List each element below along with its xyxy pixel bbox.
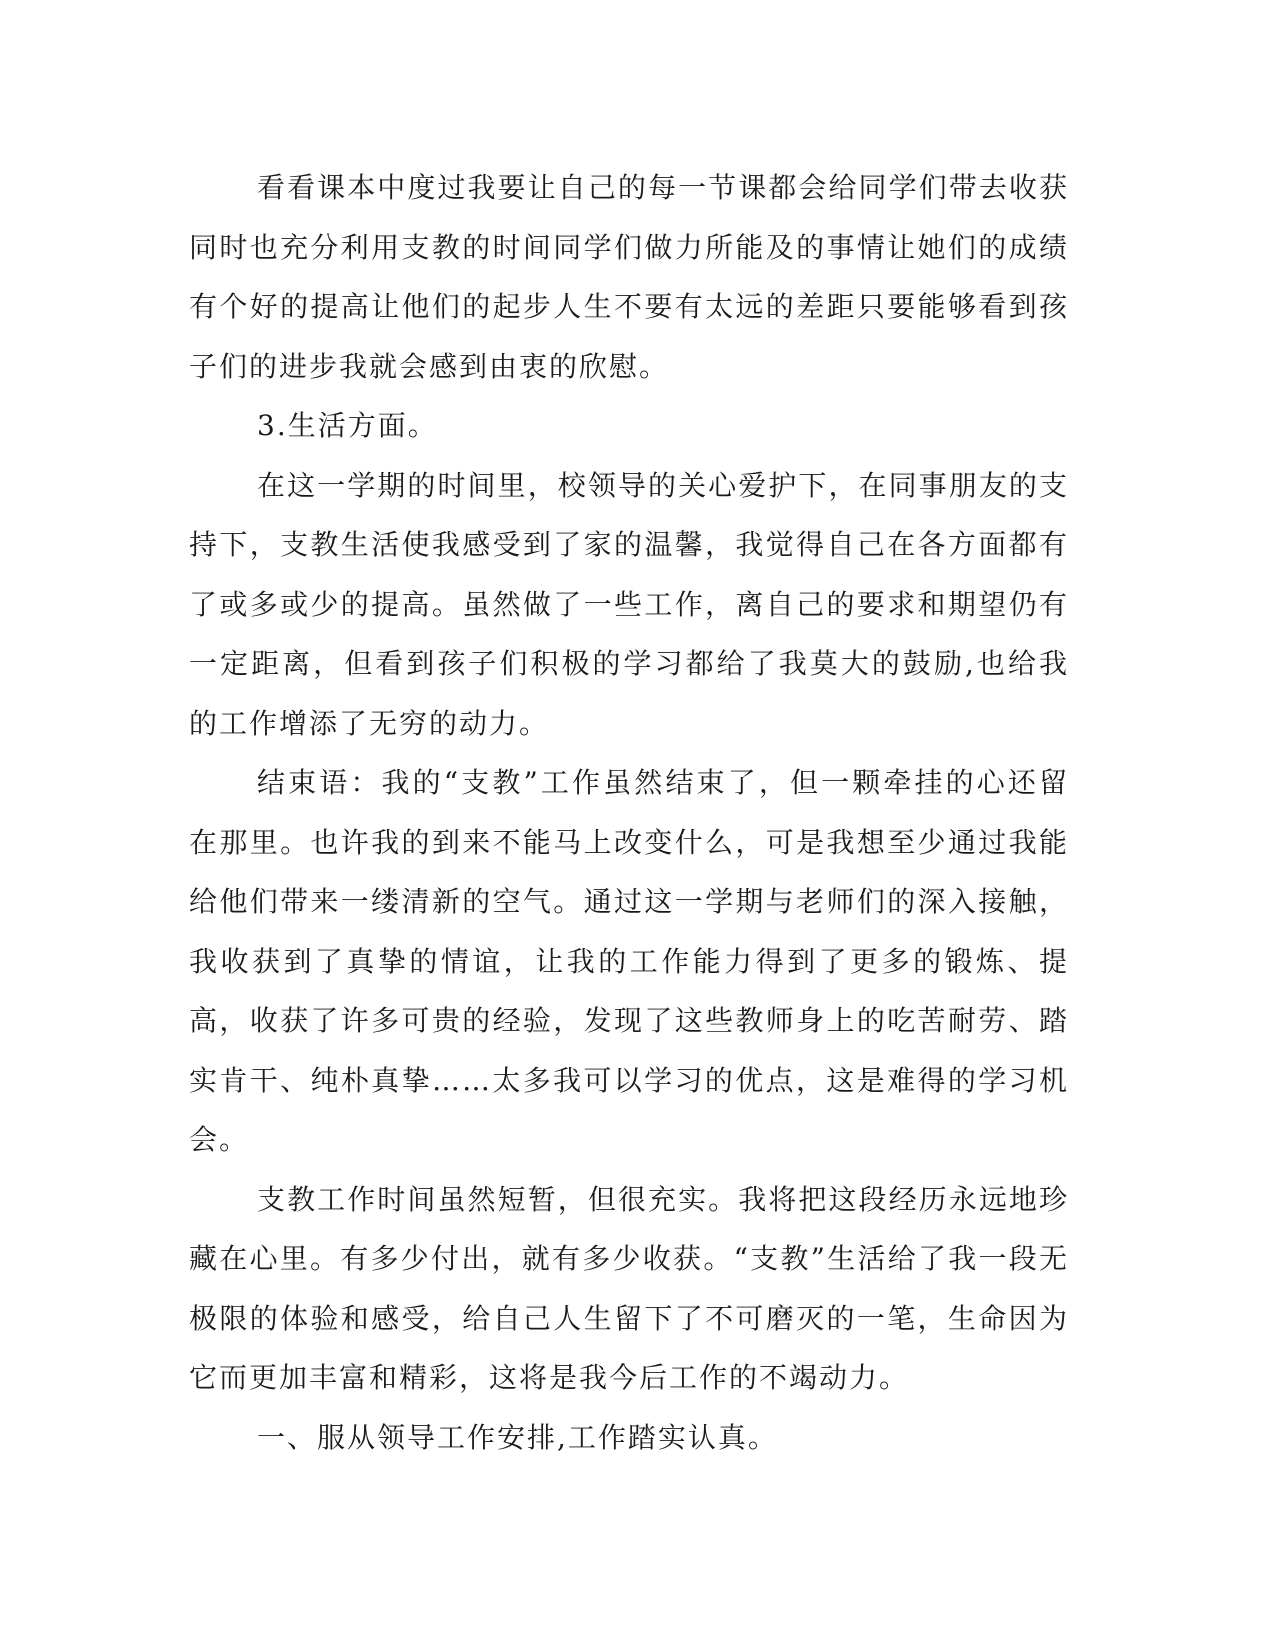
paragraph-summary: 支教工作时间虽然短暂，但很充实。我将把这段经历永远地珍藏在心里。有多少付出，就有多少收获。“支教”生活给了我一段无极限的体验和感受，给自己人生留下了不可磨灭的一笔，生命因为它而更加丰富和精彩，这将是我今后工作的不竭动力。	[189, 1182, 1069, 1394]
paragraph-progress: 看看课本中度过我要让自己的每一节课都会给同学们带去收获同时也充分利用支教的时间同学们做力所能及的事情让她们的成绩有个好的提高让他们的起步人生不要有太远的差距只要能够看到孩子们的进步我就会感到由衷的欣慰。	[189, 171, 1069, 383]
section-heading-obey: 一、服从领导工作安排,工作踏实认真。	[257, 1420, 778, 1454]
paragraph-conclusion: 结束语：我的“支教”工作虽然结束了，但一颗牵挂的心还留在那里。也许我的到来不能马上改变什么，可是我想至少通过我能给他们带来一缕清新的空气。通过这一学期与老师们的深入接触，我收获到了真挚的情谊，让我的工作能力得到了更多的锻炼、提高，收获了许多可贵的经验，发现了这些教师身上的吃苦耐劳、踏实肯干、纯朴真挚……太多我可以学习的优点，这是难得的学习机会。	[189, 766, 1069, 1156]
section-heading-life: 3.生活方面。	[257, 409, 438, 442]
paragraph-life: 在这一学期的时间里，校领导的关心爱护下，在同事朋友的支持下，支教生活使我感受到了家的温馨，我觉得自己在各方面都有了或多或少的提高。虽然做了一些工作，离自己的要求和期望仍有一定距离，但看到孩子们积极的学习都给了我莫大的鼓励,也给我的工作增添了无穷的动力。	[189, 468, 1069, 740]
document-body	[189, 158, 1069, 1467]
